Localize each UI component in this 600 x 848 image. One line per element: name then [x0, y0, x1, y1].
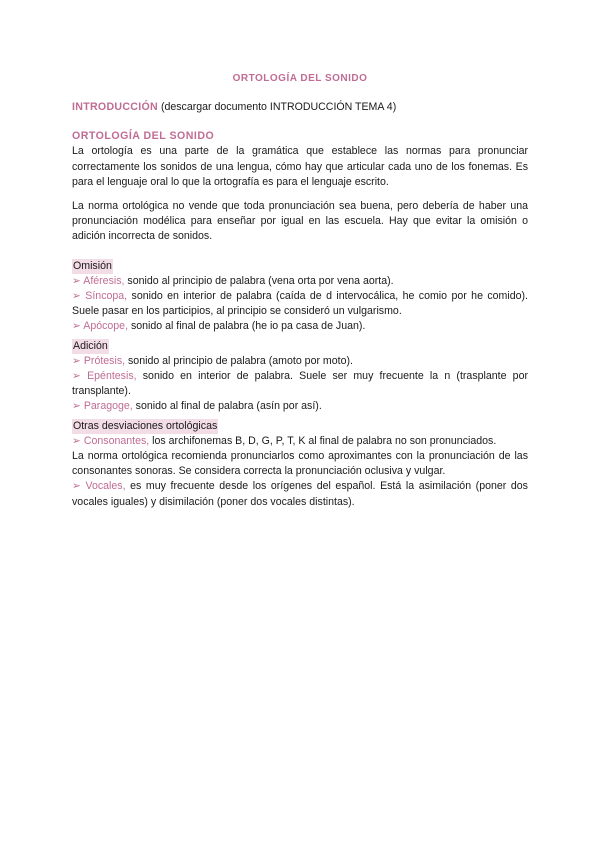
term-paragoge: Paragoge, — [83, 400, 133, 413]
item-text: sonido en interior de palabra (caída de d intervocálica, he comio por he comido). Suele pasar en los participios, al principio se consideró un vulgarismo. — [72, 290, 528, 318]
intro-label: INTRODUCCIÓN — [72, 101, 158, 113]
item-text: sonido al final de palabra (asín por así). — [132, 400, 322, 413]
term-aferesis: Aféresis, — [83, 274, 125, 287]
otras-heading: Otras desviaciones ortológicas — [72, 419, 218, 434]
arrow-bullet-icon: ➢ — [72, 354, 81, 367]
paragraph-definition: La ortología es una parte de la gramática que establece las normas para pronunciar correctamente los sonidos de una lengua, cómo hay que articular cada uno de los fonemas. Es para el lenguaje oral lo que la ortografía es para el lenguaje escrito. — [72, 145, 528, 188]
consonantes-paragraph: La norma ortológica recomienda pronunciarlos como aproximantes con la pronunciación de las consonantes sonoras. Se considera correcta la pronunciación oclusiva y vulgar. — [72, 450, 528, 478]
list-item — [72, 434, 528, 449]
arrow-bullet-icon: ➢ — [72, 320, 81, 333]
paragraph-norma: La norma ortológica no vende que toda pronunciación sea buena, pero debería de haber una pronunciación modélica para enseñar por igual en las escuela. Hay que evitar la omisión o adición incorrecta de sonidos. — [72, 200, 528, 243]
adicion-section — [72, 339, 528, 415]
item-text: sonido en interior de palabra. Suele ser muy frecuente la n (trasplante por transplante). — [72, 370, 528, 398]
term-consonantes: Consonantes, — [83, 434, 150, 447]
otras-section — [72, 419, 528, 510]
omision-heading: Omisión — [72, 259, 113, 274]
intro-line — [72, 100, 528, 115]
section-heading: ORTOLOGÍA DEL SONIDO — [72, 130, 215, 143]
item-text: es muy frecuente desde los orígenes del español. Está la asimilación (poner dos vocales iguales) y disimilación (poner dos vocales distintas). — [72, 480, 528, 508]
document-title: ORTOLOGÍA DEL SONIDO — [232, 73, 368, 84]
item-text: sonido al principio de palabra (amoto por moto). — [125, 354, 353, 367]
item-text: sonido al principio de palabra (vena orta por vena aorta). — [124, 274, 394, 287]
arrow-bullet-icon: ➢ — [72, 290, 81, 303]
list-item — [72, 319, 528, 334]
list-item — [72, 289, 528, 319]
omision-section — [72, 259, 528, 335]
term-apocope: Apócope, — [83, 320, 129, 333]
document-body — [72, 100, 528, 510]
arrow-bullet-icon: ➢ — [72, 480, 81, 493]
term-epentesis: Epéntesis, — [87, 370, 137, 383]
list-item — [72, 354, 528, 369]
list-item — [72, 369, 528, 399]
item-text: sonido al final de palabra (he io pa casa de Juan). — [128, 320, 366, 333]
list-item — [72, 399, 528, 414]
term-vocales: Vocales, — [85, 480, 126, 493]
arrow-bullet-icon: ➢ — [72, 434, 81, 447]
term-sincopa: Síncopa, — [85, 290, 128, 303]
item-text: los archifonemas B, D, G, P, T, K al final de palabra no son pronunciados. — [149, 434, 497, 447]
adicion-heading: Adición — [72, 339, 109, 354]
list-item — [72, 479, 528, 509]
arrow-bullet-icon: ➢ — [72, 274, 81, 287]
list-item — [72, 274, 528, 289]
term-protesis: Prótesis, — [83, 354, 126, 367]
arrow-bullet-icon: ➢ — [72, 400, 81, 413]
intro-text: (descargar documento INTRODUCCIÓN TEMA 4) — [158, 101, 397, 113]
arrow-bullet-icon: ➢ — [72, 370, 81, 383]
